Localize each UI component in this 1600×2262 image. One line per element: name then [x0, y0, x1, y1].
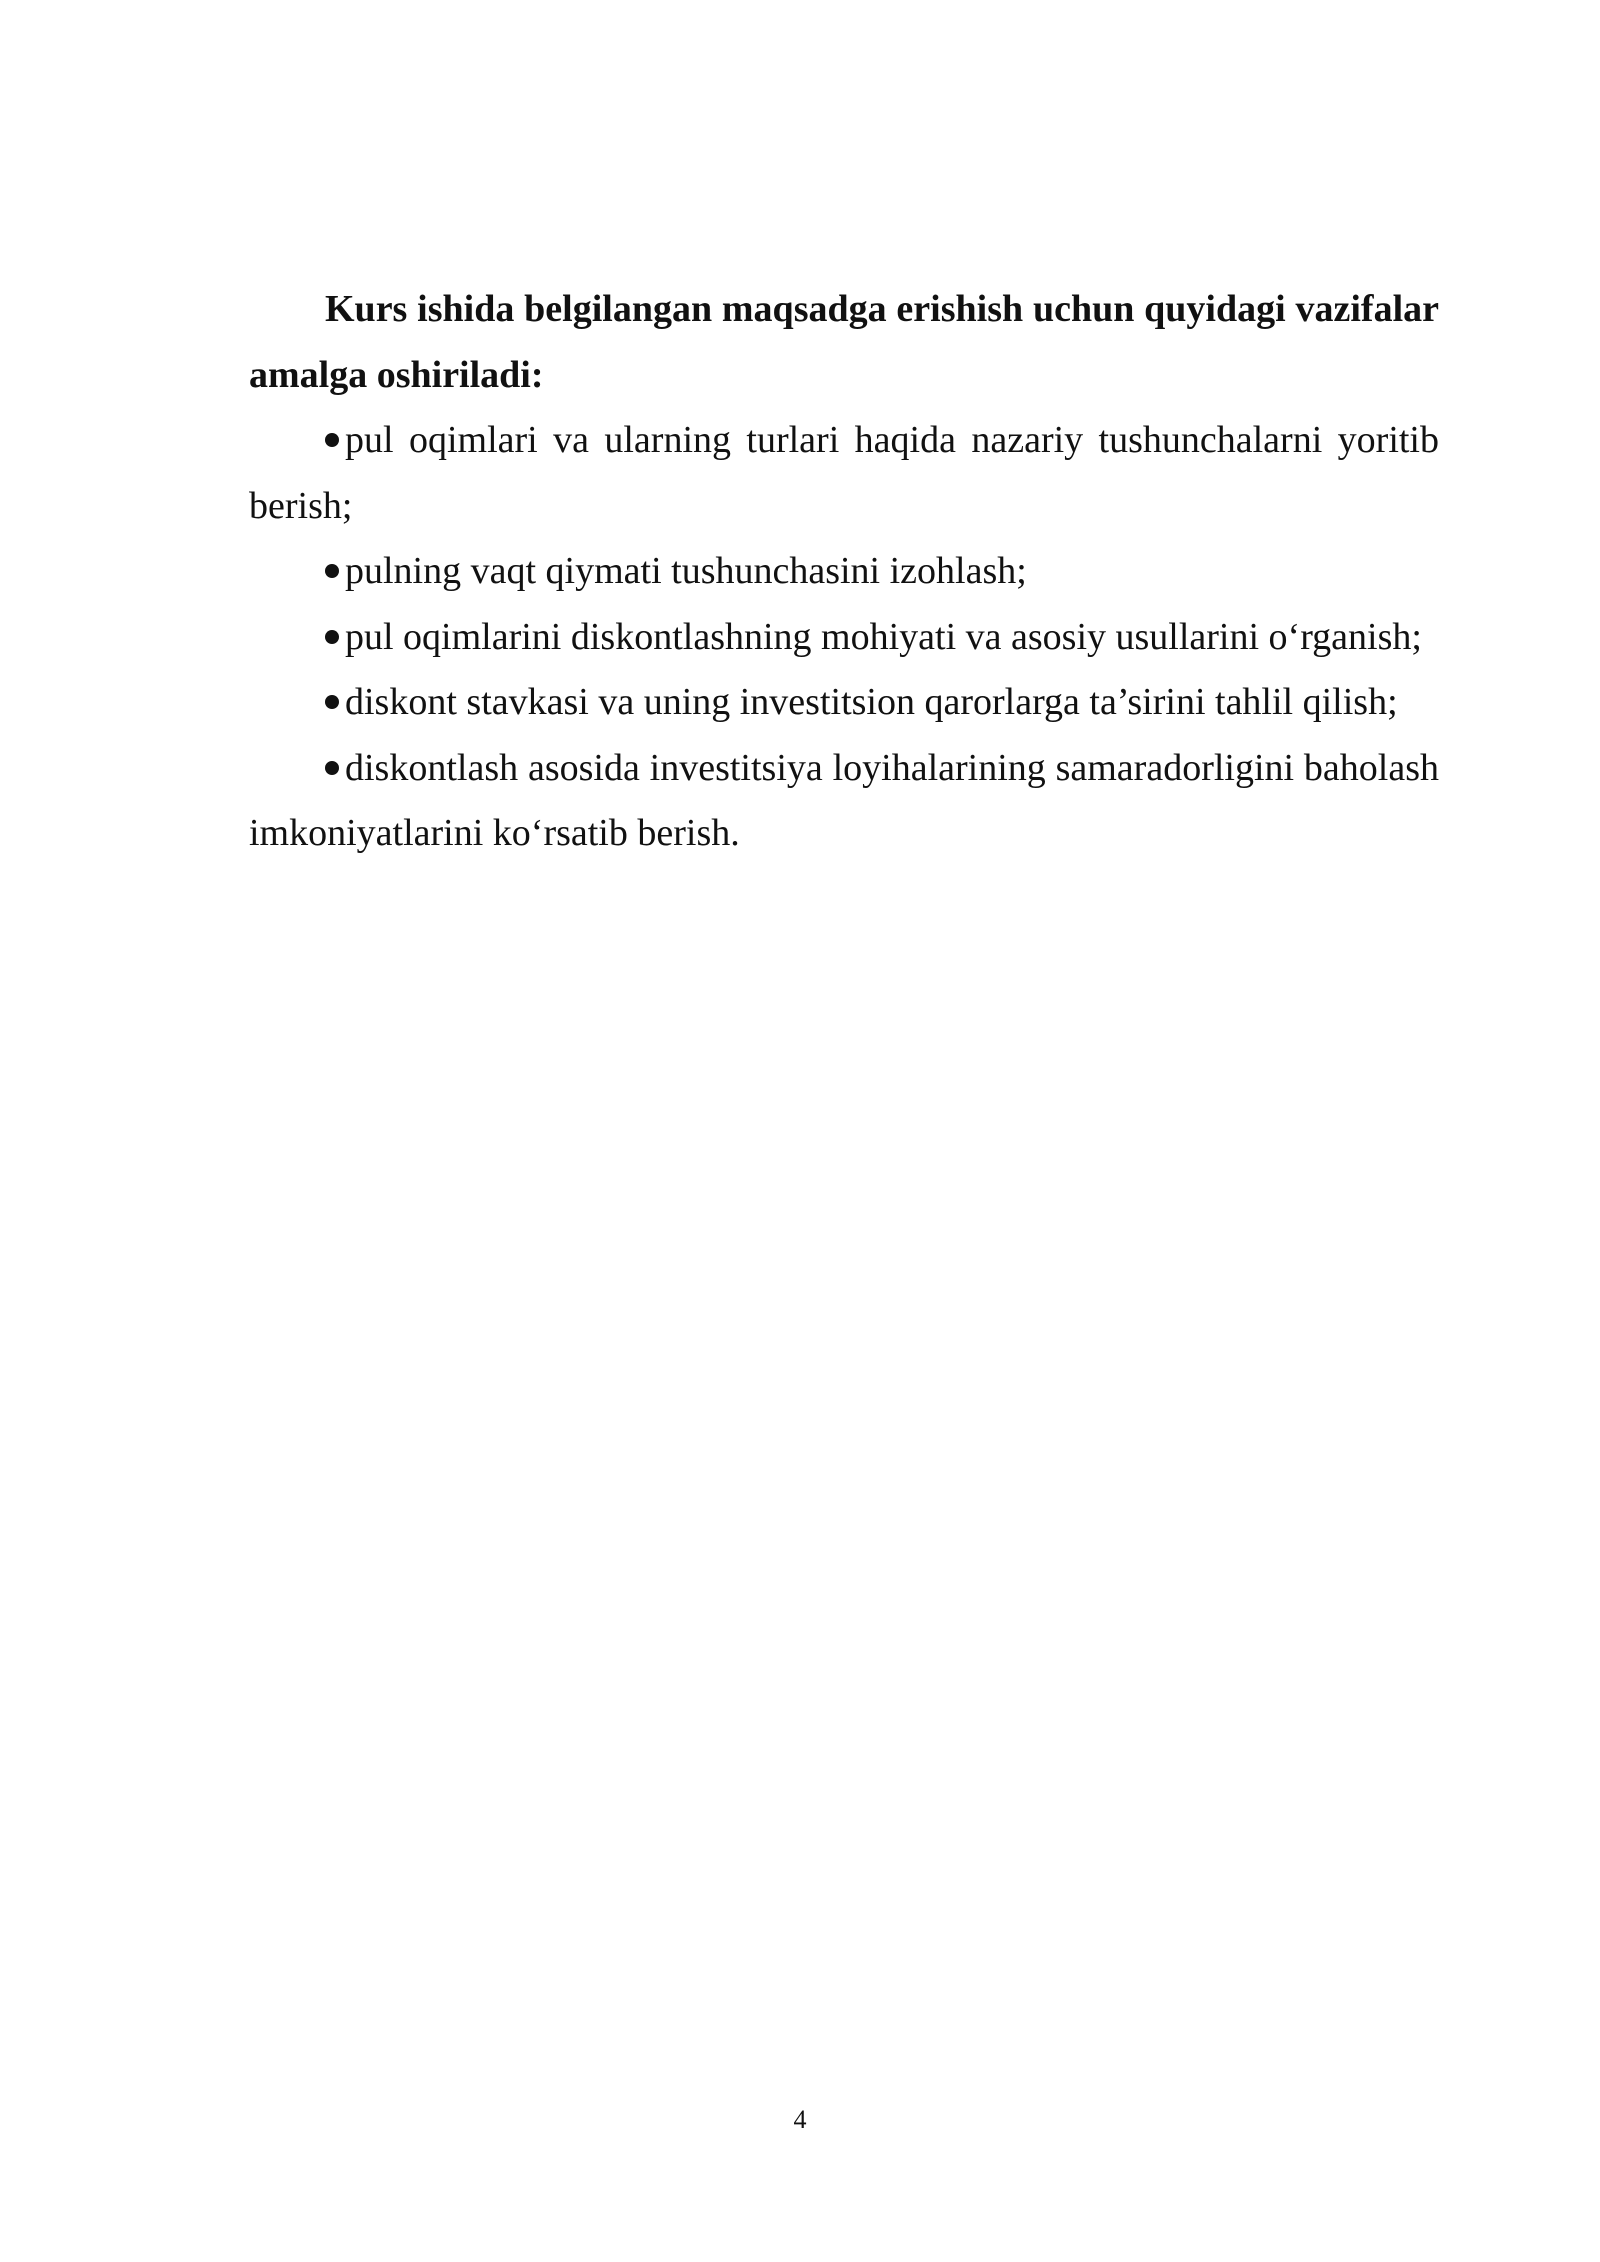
page-body: [249, 277, 1439, 867]
task-item-4: [249, 670, 1439, 736]
bullet-icon: [325, 670, 345, 736]
task-text: diskontlash asosida investitsiya loyihalarining samaradorligini baholash imkoniyatlarini ko‘rsatib berish.: [249, 746, 1439, 854]
task-text: pulning vaqt qiymati tushunchasini izohlash;: [345, 550, 1027, 592]
task-text: pul oqimlarini diskontlashning mohiyati va asosiy usullarini o‘rganish;: [345, 615, 1422, 658]
task-item-2: [249, 539, 1439, 605]
task-text: diskont stavkasi va uning investitsion qarorlarga ta’sirini tahlil qilish;: [345, 681, 1398, 723]
task-item-1: [249, 408, 1439, 539]
task-item-5: [249, 736, 1439, 867]
bullet-icon: [325, 736, 345, 802]
task-item-3: [249, 605, 1439, 671]
bullet-icon: [325, 408, 345, 474]
bullet-icon: [325, 539, 345, 605]
bullet-icon: [325, 605, 345, 671]
task-text: pul oqimlari va ularning turlari haqida nazariy tushunchalarni yoritib berish;: [249, 419, 1439, 527]
section-intro: Kurs ishida belgilangan maqsadga erishish uchun quyidagi vazifalar amalga oshiriladi:: [249, 288, 1439, 396]
page-number: 4: [793, 2105, 807, 2134]
